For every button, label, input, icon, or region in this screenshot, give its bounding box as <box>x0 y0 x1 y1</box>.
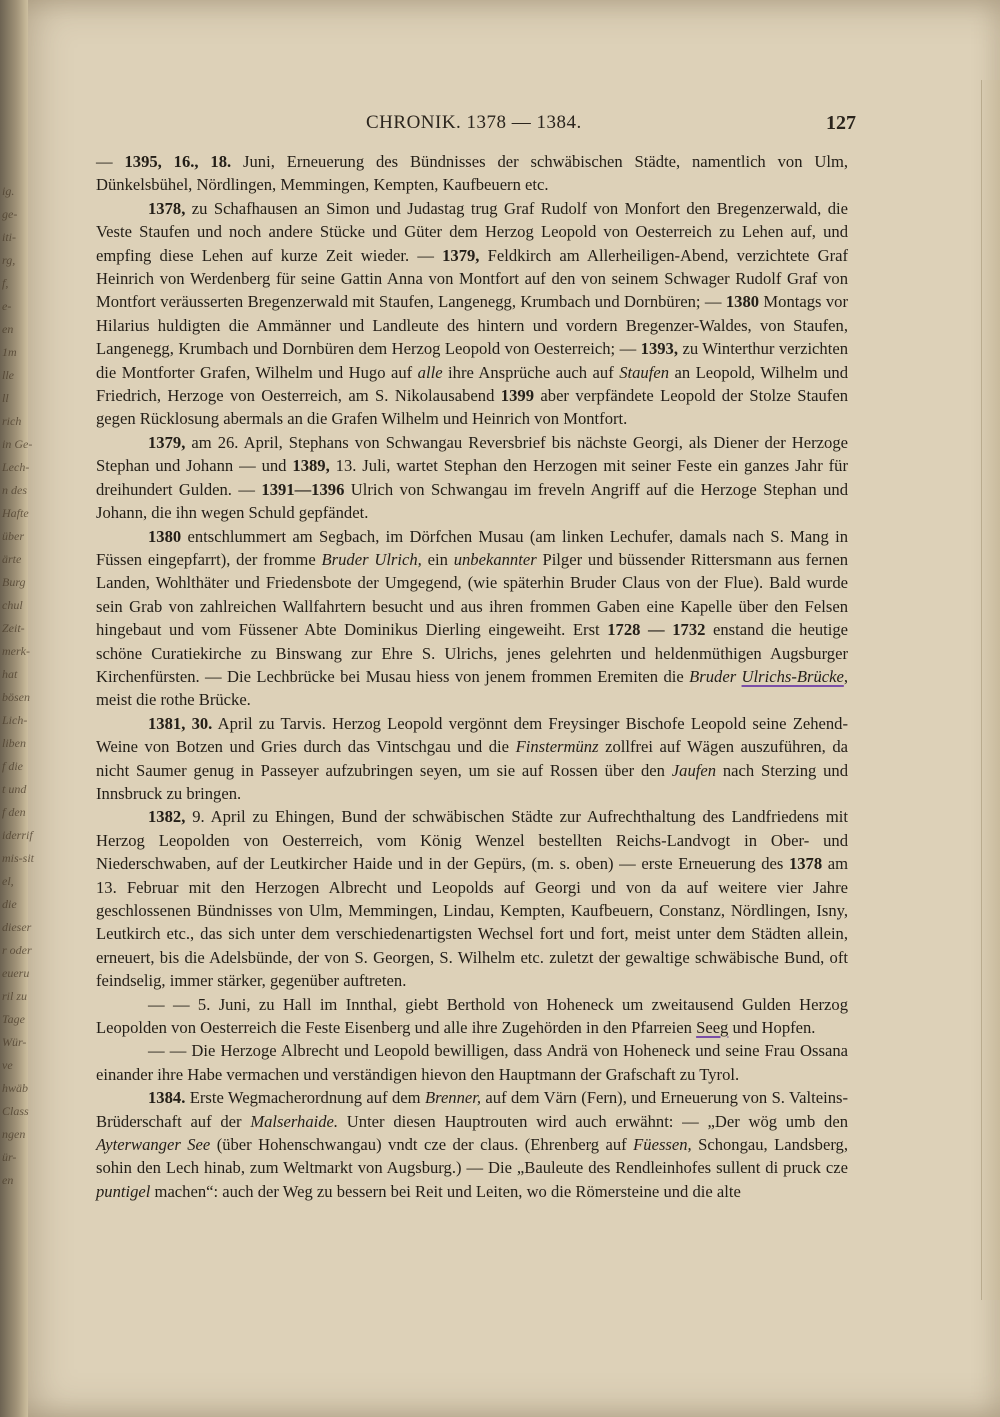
margin-fragment: hat <box>2 667 18 681</box>
margin-fragment: liben <box>2 736 26 750</box>
chronicle-entry <box>96 525 848 712</box>
entry-text: Staufen <box>619 362 669 382</box>
entry-text: am 13. Februar mit den Herzogen Albrecht und Leopolds auf Georgi und von da auf weitere vier Jahre geschlossenen Bündnisses von Ulm, Memmingen, Lindau, Kempten, Kaufbeuern, Constanz, Nördlingen, Isny, Leutkirch etc., das sich unter dem verschiedenartigsten Wechsel fort und fort, meist unter dem Städten allein, erneuert, bis die Adelsbünde, der von S. Georgen, S. Wilhelm etc. zuletzt der gewaltige schwäbische Bund, oft feindselig, immer stärker, gegenüber auftreten. <box>96 854 848 991</box>
chronicle-entry <box>96 993 848 1040</box>
entry-text: zollfrei auf Wägen auszuführen, da nicht Saumer genug in Passeyer aufzubringen seyen, um sie auf Rossen über den <box>96 737 848 780</box>
margin-fragment: Hafte <box>2 506 29 520</box>
margin-fragment: Tage <box>2 1012 25 1026</box>
entry-text: 9. April zu Ehingen, Bund der schwäbischen Städte zur Aufrechthaltung des Landfriedens mit Herzog Leopolden von Oesterreich, vom König Wenzel bestellten Reichs-Landvogt in Ober- und Niederschwaben, auf der Leutkircher Haide und in der Gepürs, (m. s. oben) — erste Erneuerung des <box>96 807 848 874</box>
margin-fragment: Lich- <box>2 713 28 727</box>
running-header <box>366 112 856 142</box>
margin-fragment: hwäb <box>2 1081 29 1095</box>
chronicle-entry <box>96 197 848 431</box>
margin-fragment: Lech- <box>2 460 30 474</box>
margin-fragment: in Ge- <box>2 437 33 451</box>
page-edge <box>981 80 1000 1300</box>
margin-fragment: r oder <box>2 943 32 957</box>
entry-text: alle <box>417 362 443 382</box>
margin-fragment: merk- <box>2 644 30 658</box>
entry-text: entschlummert am Segbach, im Dörfchen Musau (am linken Lechufer, damals nach S. Mang in Füssen eingepfarrt), der fromme <box>96 526 848 569</box>
entry-year: 1381, 30. <box>148 713 213 733</box>
margin-fragment: t und <box>2 782 27 796</box>
entry-text: enstand die heutige schöne Curatiekirche zu Binswang zur Ehre S. Ulrichs, jenes gelehrten und heldenmüthigen Augsburger Kirchenfürsten. — Die Lechbrücke bei Musau hiess von jenem frommen Eremiten die <box>96 620 849 686</box>
margin-fragment: bösen <box>2 690 30 704</box>
entry-text: 13. Juli, wartet Stephan den Herzogen mit seiner Feste ein ganzes Jahr für dreihundert Gulden. — <box>96 456 849 499</box>
entry-text: Jaufen <box>671 760 717 780</box>
entry-text: Brenner, <box>424 1088 482 1108</box>
entry-year: 1378, <box>148 198 186 218</box>
margin-fragment: über <box>2 529 24 543</box>
entry-text: Bruder Ulrich, <box>321 549 422 569</box>
entry-year: 1399 <box>500 386 534 406</box>
entry-text: puntigel <box>96 1181 151 1201</box>
entry-year: 1728 — 1732 <box>607 620 706 640</box>
margin-fragment: f den <box>2 805 26 819</box>
entry-year: 1380 <box>148 526 182 546</box>
margin-fragment: en <box>2 322 14 336</box>
margin-fragment: Burg <box>2 575 26 589</box>
entry-text: , meist die rothe Brücke. <box>96 666 848 710</box>
margin-fragment: ril zu <box>2 989 28 1003</box>
entry-text: April zu Tarvis. Herzog Leopold vergönnt dem Freysinger Bischofe Leopold seine Zehend-Weine von Botzen und Gries durch das Vintschgau und die <box>96 713 848 757</box>
entry-text: Ayterwanger See <box>96 1135 211 1155</box>
entry-text: Schongau, Landsberg, sohin den Lech hinab, zum Weltmarkt von Augsburg.) — Die „Bauleute des Rendleinhofes sullent di pruck cze <box>96 1135 848 1178</box>
margin-fragment: Zeit- <box>2 621 25 635</box>
entry-text: Füessen, <box>633 1135 692 1155</box>
entry-text: ihre Ansprüche auch auf <box>442 362 620 382</box>
margin-fragment: dieser <box>2 920 32 934</box>
chronicle-entry <box>96 431 848 525</box>
margin-fragment: chul <box>2 598 23 612</box>
page-number: 127 <box>826 112 856 134</box>
entry-text: ein <box>421 549 454 569</box>
entry-text: — — 5. Juni, zu Hall im Innthal, giebt Berthold von Hoheneck um zweitausend Gulden Herzog Leopolden von Oesterreich die Feste Eisenberg und alle ihre Zugehörden in den Pfarreien <box>96 994 848 1038</box>
chronicle-entry <box>96 1086 848 1203</box>
entry-year: 1382, <box>148 807 186 827</box>
margin-fragment: ve <box>2 1058 13 1072</box>
entry-text: Pilger und büssender Rittersmann aus fernen Landen, Wohlthäter und Friedensbote der Umgegend, (wie späterhin Bruder Claus von der Flue). Bald wurde sein Grab von zahlreichen Wallfahrtern besucht und aus ihren frommen Gaben eine Kapelle über den Felsen hingebaut und vom Füssener Abte Dominikus Dierling eingeweiht. Erst <box>96 549 848 640</box>
entry-text: machen“: auch der Weg zu bessern bei Reit und Leiten, wo die Römersteine und die alte <box>150 1181 741 1201</box>
chronicle-entry <box>96 712 848 806</box>
entry-text: aber verpfändete Leopold der Stolze Staufen gegen Rücklosung abermals an die Grafen Wilhelm und Heinrich von Montfort. <box>96 386 848 429</box>
margin-fragment: en <box>2 1173 14 1187</box>
margin-fragment: ärte <box>2 552 22 566</box>
entry-text: (über Hohenschwangau) vndt cze der claus. (Ehrenberg auf <box>210 1135 634 1155</box>
entry-text: zu Schafhausen an Simon und Judastag trug Graf Rudolf von Monfort den Bregenzerwald, die Veste Staufen und noch andere Stücke und Güter dem Herzog Leopold von Oesterreich zu Lehen auf, und empfing diese Lehen auf kurze Zeit wieder. — <box>96 198 848 265</box>
entry-text: Feldkirch am Allerheiligen-Abend, verzichtete Graf Heinrich von Werdenberg für seine Gattin Anna von Montfort auf den von seinem Schwager Rudolf Graf von Montfort veräusserten Bregenzerwald mit Staufen, Langenegg, Krumbach und Dornbüren; — <box>96 245 848 312</box>
chronicle-entry <box>96 150 848 197</box>
entry-year: 1395, 16., 18. <box>124 152 232 171</box>
entry-text: Juni, Erneuerung des Bündnisses der schwäbischen Städte, namentlich von Ulm, Dünkelsbühel, Nördlingen, Memmingen, Kempten, Kaufbeuern etc. <box>96 152 849 195</box>
entry-text: unbekannter <box>453 549 537 569</box>
entry-year: 1380 <box>725 292 760 312</box>
entry-text: Malserhaide. <box>250 1111 339 1131</box>
entry-text: und Hopfen. <box>728 1018 816 1038</box>
entry-text: auf dem Värn (Fern), und Erneuerung von S. Valteins-Brüderschaft auf der <box>96 1088 849 1131</box>
entry-text: Bruder <box>689 666 737 686</box>
margin-fragment: rich <box>2 414 22 428</box>
margin-fragment: 1m <box>2 345 17 359</box>
entry-year: 1379, <box>148 432 186 452</box>
margin-fragment: lle <box>2 368 14 382</box>
entry-text: Seeg <box>696 1018 729 1038</box>
entry-year: 1378 <box>788 854 823 874</box>
chronicle-entry <box>96 1039 848 1086</box>
margin-fragment: ll <box>2 391 9 405</box>
margin-fragment: e- <box>2 299 12 313</box>
margin-fragment: ür- <box>2 1150 17 1164</box>
margin-fragment: ngen <box>2 1127 26 1141</box>
entry-text: — <box>96 152 125 171</box>
margin-fragment: Class <box>2 1104 29 1118</box>
margin-fragment: die <box>2 897 17 911</box>
running-title: CHRONIK. 1378 — 1384. <box>366 112 582 133</box>
margin-fragment: el, <box>2 874 14 888</box>
entry-year: 1391—1396 <box>261 479 345 499</box>
entry-text: am 26. April, Stephans von Schwangau Reversbrief bis nächste Georgi, als Diener der Herzoge Stephan und Johann — und <box>96 432 848 476</box>
facing-page-fragments <box>0 180 35 1330</box>
entry-text: Erste Wegmacherordnung auf dem <box>185 1088 425 1108</box>
entry-text: zu Winterthur verzichten die Montforter Grafen, Wilhelm und Hugo auf <box>96 339 848 382</box>
margin-fragment: ig. <box>2 184 15 198</box>
margin-fragment: mis-sit <box>2 851 35 865</box>
chronicle-entry <box>96 805 848 992</box>
entry-text: an Leopold, Wilhelm und Friedrich, Herzoge von Oesterreich, am S. Nikolausabend <box>96 362 848 406</box>
entry-year: 1389, <box>292 456 330 476</box>
entry-text: Ulrich von Schwangau im freveln Angriff auf die Herzoge Stephan und Johann, die ihn wegen Schuld gepfändet. <box>96 479 848 523</box>
margin-fragment: f, <box>2 276 9 290</box>
margin-fragment: eueru <box>2 966 30 980</box>
entry-year: 1379, <box>442 245 480 265</box>
chronicle-text <box>96 150 848 1203</box>
margin-fragment: n des <box>2 483 27 497</box>
margin-fragment: f die <box>2 759 23 773</box>
entry-year: 1384. <box>148 1088 186 1108</box>
entry-text: Montags vor Hilarius huldigten die Ammänner und Landleute des hintern und vordern Bregenzer-Waldes, von Staufen, Langenegg, Krumbach und Dornbüren dem Herzog Leopold von Oesterreich; — <box>96 292 848 359</box>
entry-text: Ulrichs-Brücke <box>741 666 844 686</box>
margin-fragment: ge- <box>2 207 18 221</box>
margin-fragment: iderrif <box>2 828 33 842</box>
entry-text: Finstermünz <box>515 737 599 757</box>
entry-text: nach Sterzing und Innsbruck zu bringen. <box>96 760 848 803</box>
margin-fragment: iti- <box>2 230 16 244</box>
entry-year: 1393, <box>640 339 678 359</box>
margin-fragment: Wür- <box>2 1035 27 1049</box>
entry-text: Unter diesen Hauptrouten wird auch erwähnt: — „Der wög umb den <box>338 1111 848 1131</box>
entry-text: — — Die Herzoge Albrecht und Leopold bewilligen, dass Andrä von Hoheneck und seine Frau Ossana einander ihre Habe vermachen und verständigen hievon den Hauptmann der Grafschaft zu Tyrol. <box>96 1041 848 1084</box>
margin-fragment: rg, <box>2 253 16 267</box>
